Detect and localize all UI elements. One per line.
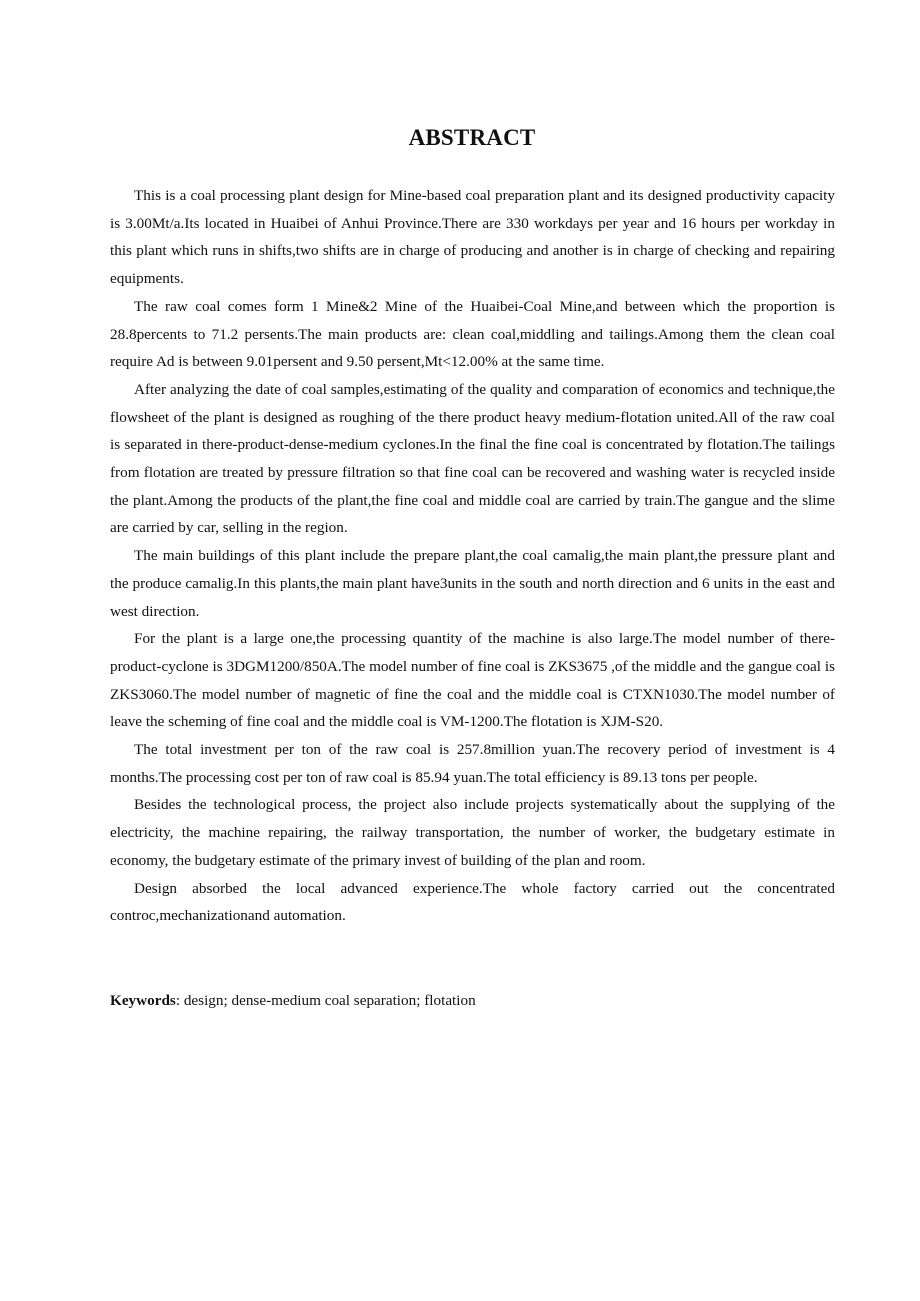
abstract-title: ABSTRACT (408, 125, 536, 150)
abstract-paragraph-4: The main buildings of this plant include the prepare plant,the coal camalig,the main plant,the pressure plant and the produce camalig.In this plants,the main plant have3units in the south and north direction and 6 units in the east and west direction. (110, 547, 835, 620)
abstract-paragraph-6: The total investment per ton of the raw coal is 257.8million yuan.The recovery period of investment is 4 months.The processing cost per ton of raw coal is 85.94 yuan.The total efficiency is 89.13 tons per people. (110, 741, 835, 786)
abstract-paragraph-8: Design absorbed the local advanced experience.The whole factory carried out the concentrated controc,mechanizationand automation. (110, 879, 835, 925)
abstract-paragraph-3: After analyzing the date of coal samples,estimating of the quality and comparation of economics and technique,the flowsheet of the plant is designed as roughing of the there product heavy medium-flotation united.All of the raw coal is separated in there-product-dense-medium cyclones.In the final the fine coal is concentrated by flotation.The tailings from flotation are treated by pressure filtration so that fine coal can be recovered and washing water is recycled inside the plant.Among the products of the plant,the fine coal and middle coal are carried by train.The gangue and the slime are carried by car, selling in the region. (110, 380, 835, 537)
keywords-label: Keywords (110, 992, 176, 1009)
abstract-paragraph-7: Besides the technological process, the project also include projects systematically about the supplying of the electricity, the machine repairing, the railway transportation, the number of worker, the budgetary estimate in economy, the budgetary estimate of the primary invest of building of the plan and room. (110, 796, 835, 869)
abstract-paragraph-1: This is a coal processing plant design for Mine-based coal preparation plant and its designed productivity capacity is 3.00Mt/a.Its located in Huaibei of Anhui Province.There are 330 workdays per year and 16 hours per workday in this plant which runs in shifts,two shifts are in charge of producing and another is in charge of checking and repairing equipments. (110, 187, 835, 288)
keywords-text: : design; dense-medium coal separation; flotation (175, 992, 476, 1009)
keywords-line (110, 987, 835, 1015)
abstract-paragraph-2: The raw coal comes form 1 Mine&2 Mine of the Huaibei-Coal Mine,and between which the proportion is 28.8percents to 71.2 persents.The main products are: clean coal,middling and tailings.Among them the clean coal require Ad is between 9.01persent and 9.50 persent,Mt<12.00% at the same time. (110, 297, 835, 371)
abstract-paragraph-5: For the plant is a large one,the processing quantity of the machine is also large.The model number of there-product-cyclone is 3DGM1200/850A.The model number of fine coal is ZKS3675 ,of the middle and the gangue coal is ZKS3060.The model number of magnetic of fine the coal and the middle coal is CTXN1030.The model number of leave the scheming of fine coal and the middle coal is VM-1200.The flotation is XJM-S20. (110, 630, 835, 731)
abstract-body (110, 182, 835, 930)
